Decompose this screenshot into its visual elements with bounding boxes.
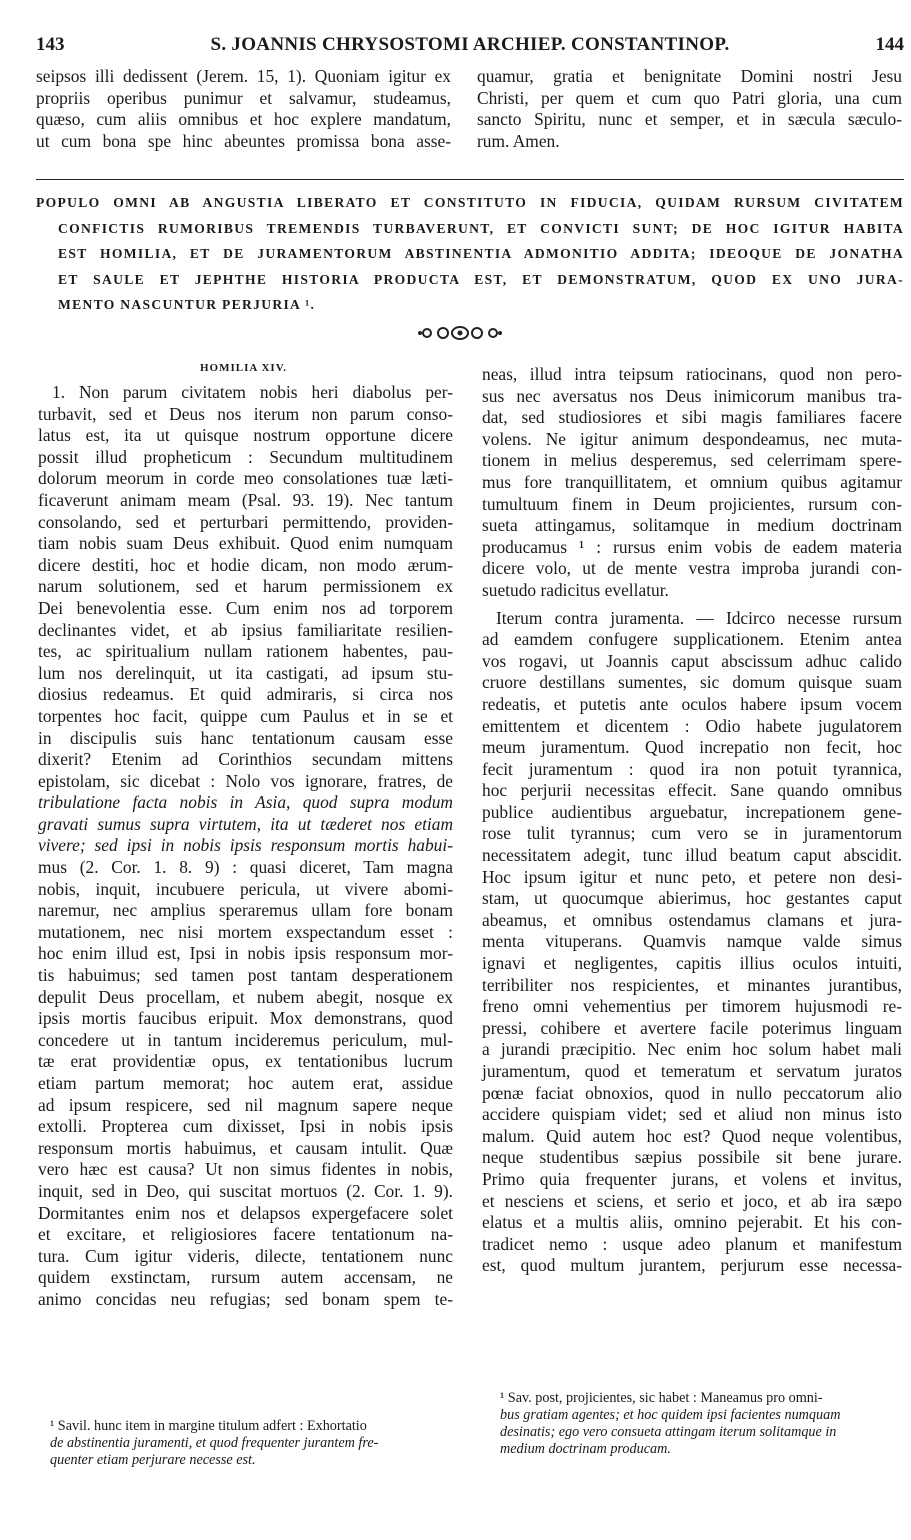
footnote-line: de abstinentia juramenti, et quod frequenter jurantem fre- — [50, 1435, 379, 1451]
top-right-column — [477, 66, 902, 152]
text-line: suetudo radicitus evellatur. — [482, 579, 669, 600]
footnote-line: ¹ Sav. post, projicientes, sic habet : Maneamus pro omni- — [500, 1390, 823, 1406]
text-line: mus fore tranquillitatem, et omnium quibus agitamur — [482, 471, 902, 492]
text-line: gravati sumus supra virtutem, ita ut tæderet nos etiam — [38, 813, 453, 834]
text-line: sus nec aversatus nos Deus inimicorum manibus tra- — [482, 385, 902, 406]
text-line: dicere volo, ut de mente vestra improba jurandi con- — [482, 558, 902, 579]
text-line: propriis operibus punimur et salvamur, studeamus, — [36, 87, 451, 108]
homily-heading: HOMILIA XIV. — [200, 362, 287, 374]
text-line: naremur, nec amplius speraremus ullam fore bonam — [38, 900, 453, 921]
text-line: quæso, cum aliis omnibus et hoc explere mandatum, — [36, 109, 451, 130]
text-line: dolorum meorum in corde meo consolationes tuæ læti- — [38, 468, 453, 489]
text-line: Dormitantes enim nos et delapsos expergefacere solet — [38, 1202, 453, 1223]
text-line: freno omni vehementius per timorem hujusmodi re- — [482, 996, 902, 1017]
section-rule — [36, 179, 904, 180]
text-line: volens. Ne igitur animum despondeamus, nec muta- — [482, 428, 902, 449]
text-line: etiam partum memorat; hoc autem erat, assidue — [38, 1073, 453, 1093]
argument-line: POPULO OMNI AB ANGUSTIA LIBERATO ET CONSTITUTO IN FIDUCIA, QUIDAM RURSUM CIVITATEM — [36, 195, 904, 210]
text-line: rum. Amen. — [477, 130, 560, 151]
text-line: malum. Quid autem hoc est? Quod neque volentibus, — [482, 1125, 902, 1146]
text-line: mutationem, nec nisi mortem exspectandum esset : — [38, 921, 453, 942]
text-line: tæ erat providentiæ opus, ex tentationibus lucrum — [38, 1051, 453, 1072]
text-line: possit illud propheticum : Secundum multitudinem — [38, 446, 453, 467]
text-line: accidere quispiam videt; sed et aliud non minus isto — [482, 1104, 902, 1125]
text-line: vivere; sed ipsi in nobis ipsis responsum mortis habui- — [38, 835, 453, 856]
footnote-line: medium doctrinam producam. — [500, 1441, 671, 1457]
footnote-line: desinatis; ego vero consueta attingam iterum solitamque in — [500, 1424, 837, 1440]
text-line: ad eamdem confugere supplicationem. Etenim antea — [482, 629, 902, 650]
text-line: quidem exstinctam, rursum autem accensam, ne — [38, 1267, 453, 1288]
text-line: tradicet nemo : usque adeo planum et manifestum — [482, 1233, 902, 1254]
footnote-left — [50, 1418, 455, 1469]
text-line: tis habuimus; sed tamen post tantam desperationem — [38, 965, 453, 986]
text-line: Christi, per quem et cum quo Patri gloria, una cum — [477, 87, 902, 108]
text-line: Iterum contra juramenta. — Idcirco necesse rursum — [496, 607, 902, 628]
text-line: ad ipsum respicere, sed nil magnum sapere neque — [38, 1094, 453, 1115]
ornamental-divider-icon — [417, 324, 503, 342]
text-line: in discipulis suis hanc tentationum causam esse — [38, 727, 453, 748]
text-line: rose tulit tyrannus; cum vero se in juramentorum — [482, 823, 902, 844]
text-line: tura. Cum igitur videris, dilecte, tentationem nunc — [38, 1245, 453, 1266]
text-line: tiam nobis suam Deus exhibuit. Quod enim numquam — [38, 533, 453, 554]
argument-line: ET SAULE ET JEPHTHE HISTORIA PRODUCTA EST, ET DEMONSTRATUM, QUOD EX UNO JURA- — [58, 271, 904, 287]
text-line: dat, sed studiosiores et sibi magis familiares facere — [482, 407, 902, 428]
argument-line: MENTO NASCUNTUR PERJURIA ¹. — [58, 297, 316, 312]
text-line: meum juramentum. Quod increpatio non fecit, hoc — [482, 737, 902, 758]
footnote-line: bus gratiam agentes; et hoc quidem ipsi facientes numquam — [500, 1407, 841, 1423]
text-line: epistolam, sic dicebat : Nolo vos ignorare, fratres, de — [38, 770, 453, 791]
text-line: hoc perjurii necessitas effecit. Sane quando omnibus — [482, 780, 902, 801]
text-line: latus est, ita ut quisque nostrum opportune dicere — [38, 425, 453, 446]
text-line: terribiliter nos respicientes, et minantes jurantibus, — [482, 974, 902, 995]
text-line: sueta attingamus, solitamque in medium doctrinam — [482, 515, 902, 536]
text-line: sancto Spiritu, nunc et semper, et in sæcula sæculo- — [477, 109, 902, 130]
text-line: hoc enim illud est, Ipsi in nobis ipsis responsum mor- — [38, 943, 453, 964]
text-line: emittentem et dicentem : Odio habete jugulatorem — [482, 715, 902, 736]
text-line: Primo quia frequenter jurans, et volens et invitus, — [482, 1168, 902, 1189]
text-line: nobis, inquit, incubuere pericula, ut vivere abomi- — [38, 878, 453, 899]
text-line: 1. Non parum civitatem nobis heri diabolus per- — [52, 382, 453, 402]
text-line: declinantes videt, et ab ipsius familiaritate resilien- — [38, 619, 453, 640]
text-line: depulit Deus procellam, et nubem abegit, nosque ex — [38, 986, 453, 1007]
text-line: abeamus, et omnibus ostendamus clamans et jura- — [482, 909, 902, 930]
text-line: stam, ut quocumque abierimus, hoc gestantes caput — [482, 888, 902, 909]
text-line: necessitatem adegit, tunc illud beatum caput abscidit. — [482, 845, 902, 866]
text-line: extolli. Propterea cum dixisset, Ipsi in nobis ipsis — [38, 1116, 453, 1137]
argument-line: EST HOMILIA, ET DE JURAMENTORUM ABSTINENTIA ADMONITIO ADDITA; IDEOQUE DE JONATHA — [58, 246, 904, 261]
text-line: elatus et a multis aliis, omnino pejerabit. Et his con- — [482, 1212, 902, 1233]
text-line: pressi, cohibere et avertere facile poterimus linguam — [482, 1017, 902, 1038]
text-line: tribulatione facta nobis in Asia, quod supra modum — [38, 792, 453, 813]
text-line: ficaverunt animam meam (Psal. 93. 19). Nec tantum — [38, 489, 453, 510]
text-line: Dei benevolentia esse. Cum enim nos ad torporem — [38, 597, 453, 618]
text-line: dicere destiti, hoc et hodie dicam, non modo ærum- — [38, 554, 453, 575]
text-line: ut cum bona spe hinc abeuntes promissa bona asse- — [36, 130, 451, 151]
text-line: narum solutionem, sed et harum permissionem ex — [38, 576, 453, 597]
running-head — [36, 34, 904, 60]
text-line: a jurandi præcipitio. Nec enim hoc solum habet mali — [482, 1039, 902, 1060]
text-line: ignavi et negligentes, capitis illius oculos intuiti, — [482, 953, 902, 974]
argument-line: CONFICTIS RUMORIBUS TREMENDIS TURBAVERUNT, ET CONVICTI SUNT; DE HOC IGITUR HABITA — [58, 220, 904, 236]
text-line: tes, ac spiritualium nullam rationem habentes, pau- — [38, 641, 453, 662]
footnote-right — [500, 1390, 902, 1458]
text-line: vos rogavi, ut Joannis caput abscissum adhuc calido — [482, 650, 902, 671]
text-line: fecit juramentum : quod ira non potuit tyrannica, — [482, 758, 902, 779]
text-line: neas, illud intra teipsum ratiocinans, quod non pero- — [482, 364, 902, 384]
text-line: inquit, sed in Deo, qui suscitat mortuos (2. Cor. 1. 9). — [38, 1180, 453, 1201]
page-number-right: 144 — [875, 34, 904, 55]
text-line: Hoc ipsum igitur et nunc peto, et petere non desi- — [482, 866, 902, 887]
homily-argument — [36, 190, 904, 318]
text-line: et excitare, et religiosiores facere tentationum na- — [38, 1224, 453, 1245]
text-line: turbavit, sed et Deus nos iterum non parum conso- — [38, 403, 453, 424]
text-line: lum nos derelinquit, ut ita castigati, ad ipsum stu- — [38, 662, 453, 683]
page-number-left: 143 — [36, 34, 65, 55]
text-line: est, quod multum jurantem, perjurum esse necessa- — [482, 1255, 902, 1276]
text-line: responsum mortis habuimus, et causam intulit. Quæ — [38, 1137, 453, 1158]
text-line: et nesciens et sciens, et serio et joco, et ab ira sæpo — [482, 1190, 902, 1211]
text-line: publice audientibus arguebatur, increpationem gene- — [482, 801, 902, 822]
text-line: dixerit? Etenim ad Corinthios secundam mittens — [38, 749, 453, 770]
text-line: producamus ¹ : rursus enim vobis de eadem materia — [482, 536, 902, 557]
text-line: mus (2. Cor. 1. 8. 9) : quasi diceret, Tam magna — [38, 857, 453, 878]
text-line: cruore destillans sumentes, sic domum quisque suam — [482, 672, 902, 693]
text-line: menta vituperans. Quamvis namque valde simus — [482, 931, 902, 952]
text-line: juramentum, quod et temeratum et servatum juratos — [482, 1061, 902, 1081]
text-line: seipsos illi dedissent (Jerem. 15, 1). Quoniam igitur ex — [36, 66, 451, 86]
text-line: quamur, gratia et benignitate Domini nostri Jesu — [477, 66, 902, 86]
footnote-line: quenter etiam perjurare necesse est. — [50, 1452, 256, 1468]
right-main-column — [482, 364, 902, 1277]
text-line: neque studentibus sæpius possibile sit bene jurare. — [482, 1147, 902, 1168]
text-line: concedere ut in tantum incideremus periculum, mul- — [38, 1029, 453, 1050]
text-line: tumultuum finem in Deum projicientes, rursum con- — [482, 493, 902, 514]
top-left-column — [36, 66, 451, 152]
text-line: ipsis mortis faucibus eripuit. Mox demonstrans, quod — [38, 1008, 453, 1029]
running-title: S. JOANNIS CHRYSOSTOMI ARCHIEP. CONSTANTINOP. — [210, 34, 730, 55]
text-line: torpentes hoc facit, quippe cum Paulus et in se et — [38, 705, 453, 726]
text-line: diosius redeamus. Et quid admiraris, si circa nos — [38, 684, 453, 705]
text-line: tionem in melius desperemus, sed celerrimam spere- — [482, 450, 902, 471]
text-line: vero hæc est causa? Ut non simus fidentes in nobis, — [38, 1159, 453, 1180]
text-line: redeatis, et putetis ante oculos habere ipsum vocem — [482, 693, 902, 714]
text-line: consolando, sed et perturbari permittendo, providen- — [38, 511, 453, 532]
text-line: animo concidas neu refugias; sed bonam spem te- — [38, 1288, 453, 1309]
footnote-line: ¹ Savil. hunc item in margine titulum adfert : Exhortatio — [50, 1418, 367, 1434]
text-line: pœnæ faciat obnoxios, quod in nullo peccatorum alio — [482, 1082, 902, 1103]
left-main-column — [38, 382, 453, 1311]
